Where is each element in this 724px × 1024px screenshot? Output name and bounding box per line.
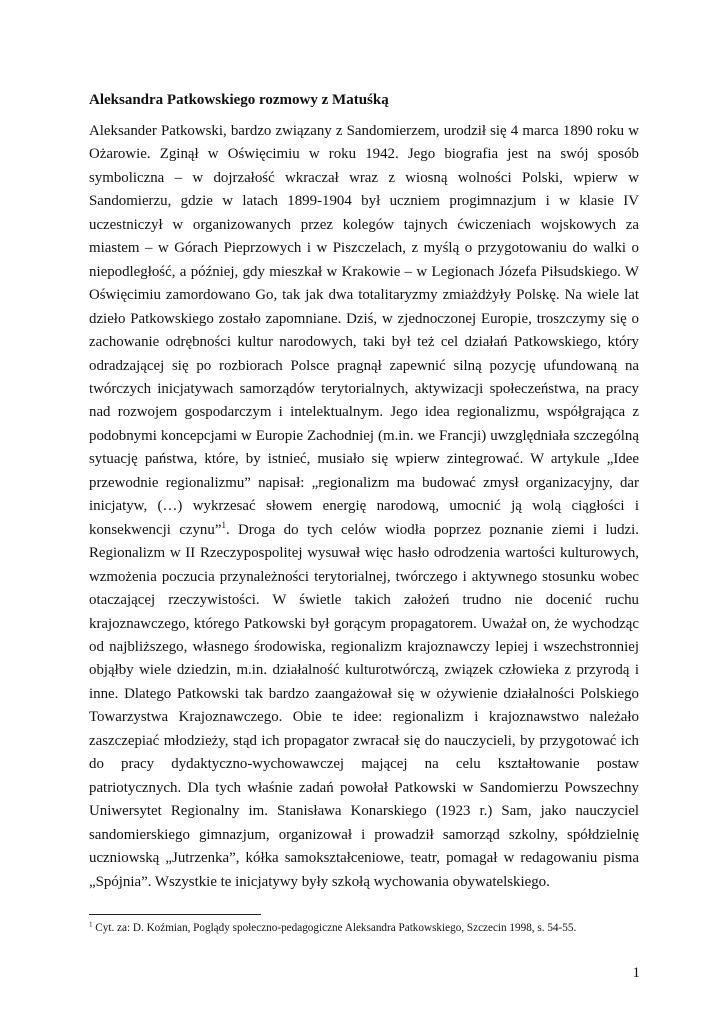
footnote-mark: 1 (89, 920, 93, 929)
footnote-reference: 1 (221, 519, 226, 530)
page-title: Aleksandra Patkowskiego rozmowy z Matuśką (89, 92, 389, 108)
footnote-text: Cyt. za: D. Koźmian, Poglądy społeczno-pedagogiczne Aleksandra Patkowskiego, Szczecin 1998, s. 54-55. (92, 922, 577, 934)
body-paragraph (89, 120, 639, 894)
body-text-part-2: . Droga do tych celów wiodła poprzez poznanie ziemi i ludzi. Regionalizm w II Rzeczypospolitej wysuwał więc hasło odrodzenia wartości kulturowych, wzmożenia poczucia przynależności terytorialnej, twórczego i aktywnego stosunku wobec otaczającej rzeczywistości. W świetle takich założeń trudno nie docenić ruchu krajoznawczego, którego Patkowski był gorącym propagatorem. Uważał on, że wychodząc od najbliższego, własnego środowiska, regionalizm krajoznawczy lepiej i wszechstronniej objąłby wiele dziedzin, m.in. działalność kulturotwórczą, związek człowieka z przyrodą i inne. Dlatego Patkowski tak bardzo zaangażował się w ożywienie działalności Polskiego Towarzystwa Krajoznawczego. Obie te idee: regionalizm i krajoznawstwo należało zaszczepiać młodzieży, stąd ich propagator zwracał się do nauczycieli, by przygotować ich do pracy dydaktyczno-wychowawczej mającej na celu kształtowanie postaw patriotycznych. Dla tych właśnie zadań powołał Patkowski w Sandomierzu Powszechny Uniwersytet Regionalny im. Stanisława Konarskiego (1923 r.) Sam, jako nauczyciel sandomierskiego gimnazjum, organizował i prowadził samorząd szkolny, spółdzielnię uczniowską „Jutrzenka”, kółka samokształceniowe, teatr, pomagał w redagowaniu pisma „Spójnia”. Wszystkie te inicjatywy były szkołą wychowania obywatelskiego. (89, 521, 639, 890)
page-number: 1 (632, 965, 640, 981)
footnote (89, 921, 649, 935)
body-text-part-1: Aleksander Patkowski, bardzo związany z Sandomierzem, urodził się 4 marca 1890 roku w Ożarowie. Zginął w Oświęcimiu w roku 1942. Jego biografia jest na swój sposób symboliczna – w dojrzałość wkraczał wraz z wiosną wolności Polski, wpierw w Sandomierzu, gdzie w latach 1899-1904 był uczniem progimnazjum i w klasie IV uczestniczył w organizowanych przez kolegów tajnych ćwiczeniach wojskowych za miastem – w Górach Pieprzowych i w Piszczelach, z myślą o przygotowaniu do walki o niepodległość, a później, gdy mieszkał w Krakowie – w Legionach Józefa Piłsudskiego. W Oświęcimiu zamordowano Go, tak jak dwa totalitaryzmy zmiażdżyły Polskę. Na wiele lat dzieło Patkowskiego zostało zapomniane. Dziś, w zjednoczonej Europie, troszczymy się o zachowanie odrębności kultur narodowych, taki był też cel działań Patkowskiego, który odradzającej się po rozbiorach Polsce pragnął zapewnić silną pozycję ufundowaną na twórczych inicjatywach samorządów terytorialnych, aktywizacji społeczeństwa, na pracy nad rozwojem gospodarczym i intelektualnym. Jego idea regionalizmu, współgrająca z podobnymi koncepcjami w Europie Zachodniej (m.in. we Francji) uwzględniała szczególną sytuację państwa, które, by istnieć, musiało się wpierw zintegrować. W artykule „Idee przewodnie regionalizmu” napisał: „regionalizm ma budować zmysł organizacyjny, dar inicjatyw, (…) wykrzesać słowem energię narodową, umocnić ją wolą ciągłości i konsekwencji czynu” (89, 123, 639, 538)
footnote-separator (89, 914, 261, 915)
